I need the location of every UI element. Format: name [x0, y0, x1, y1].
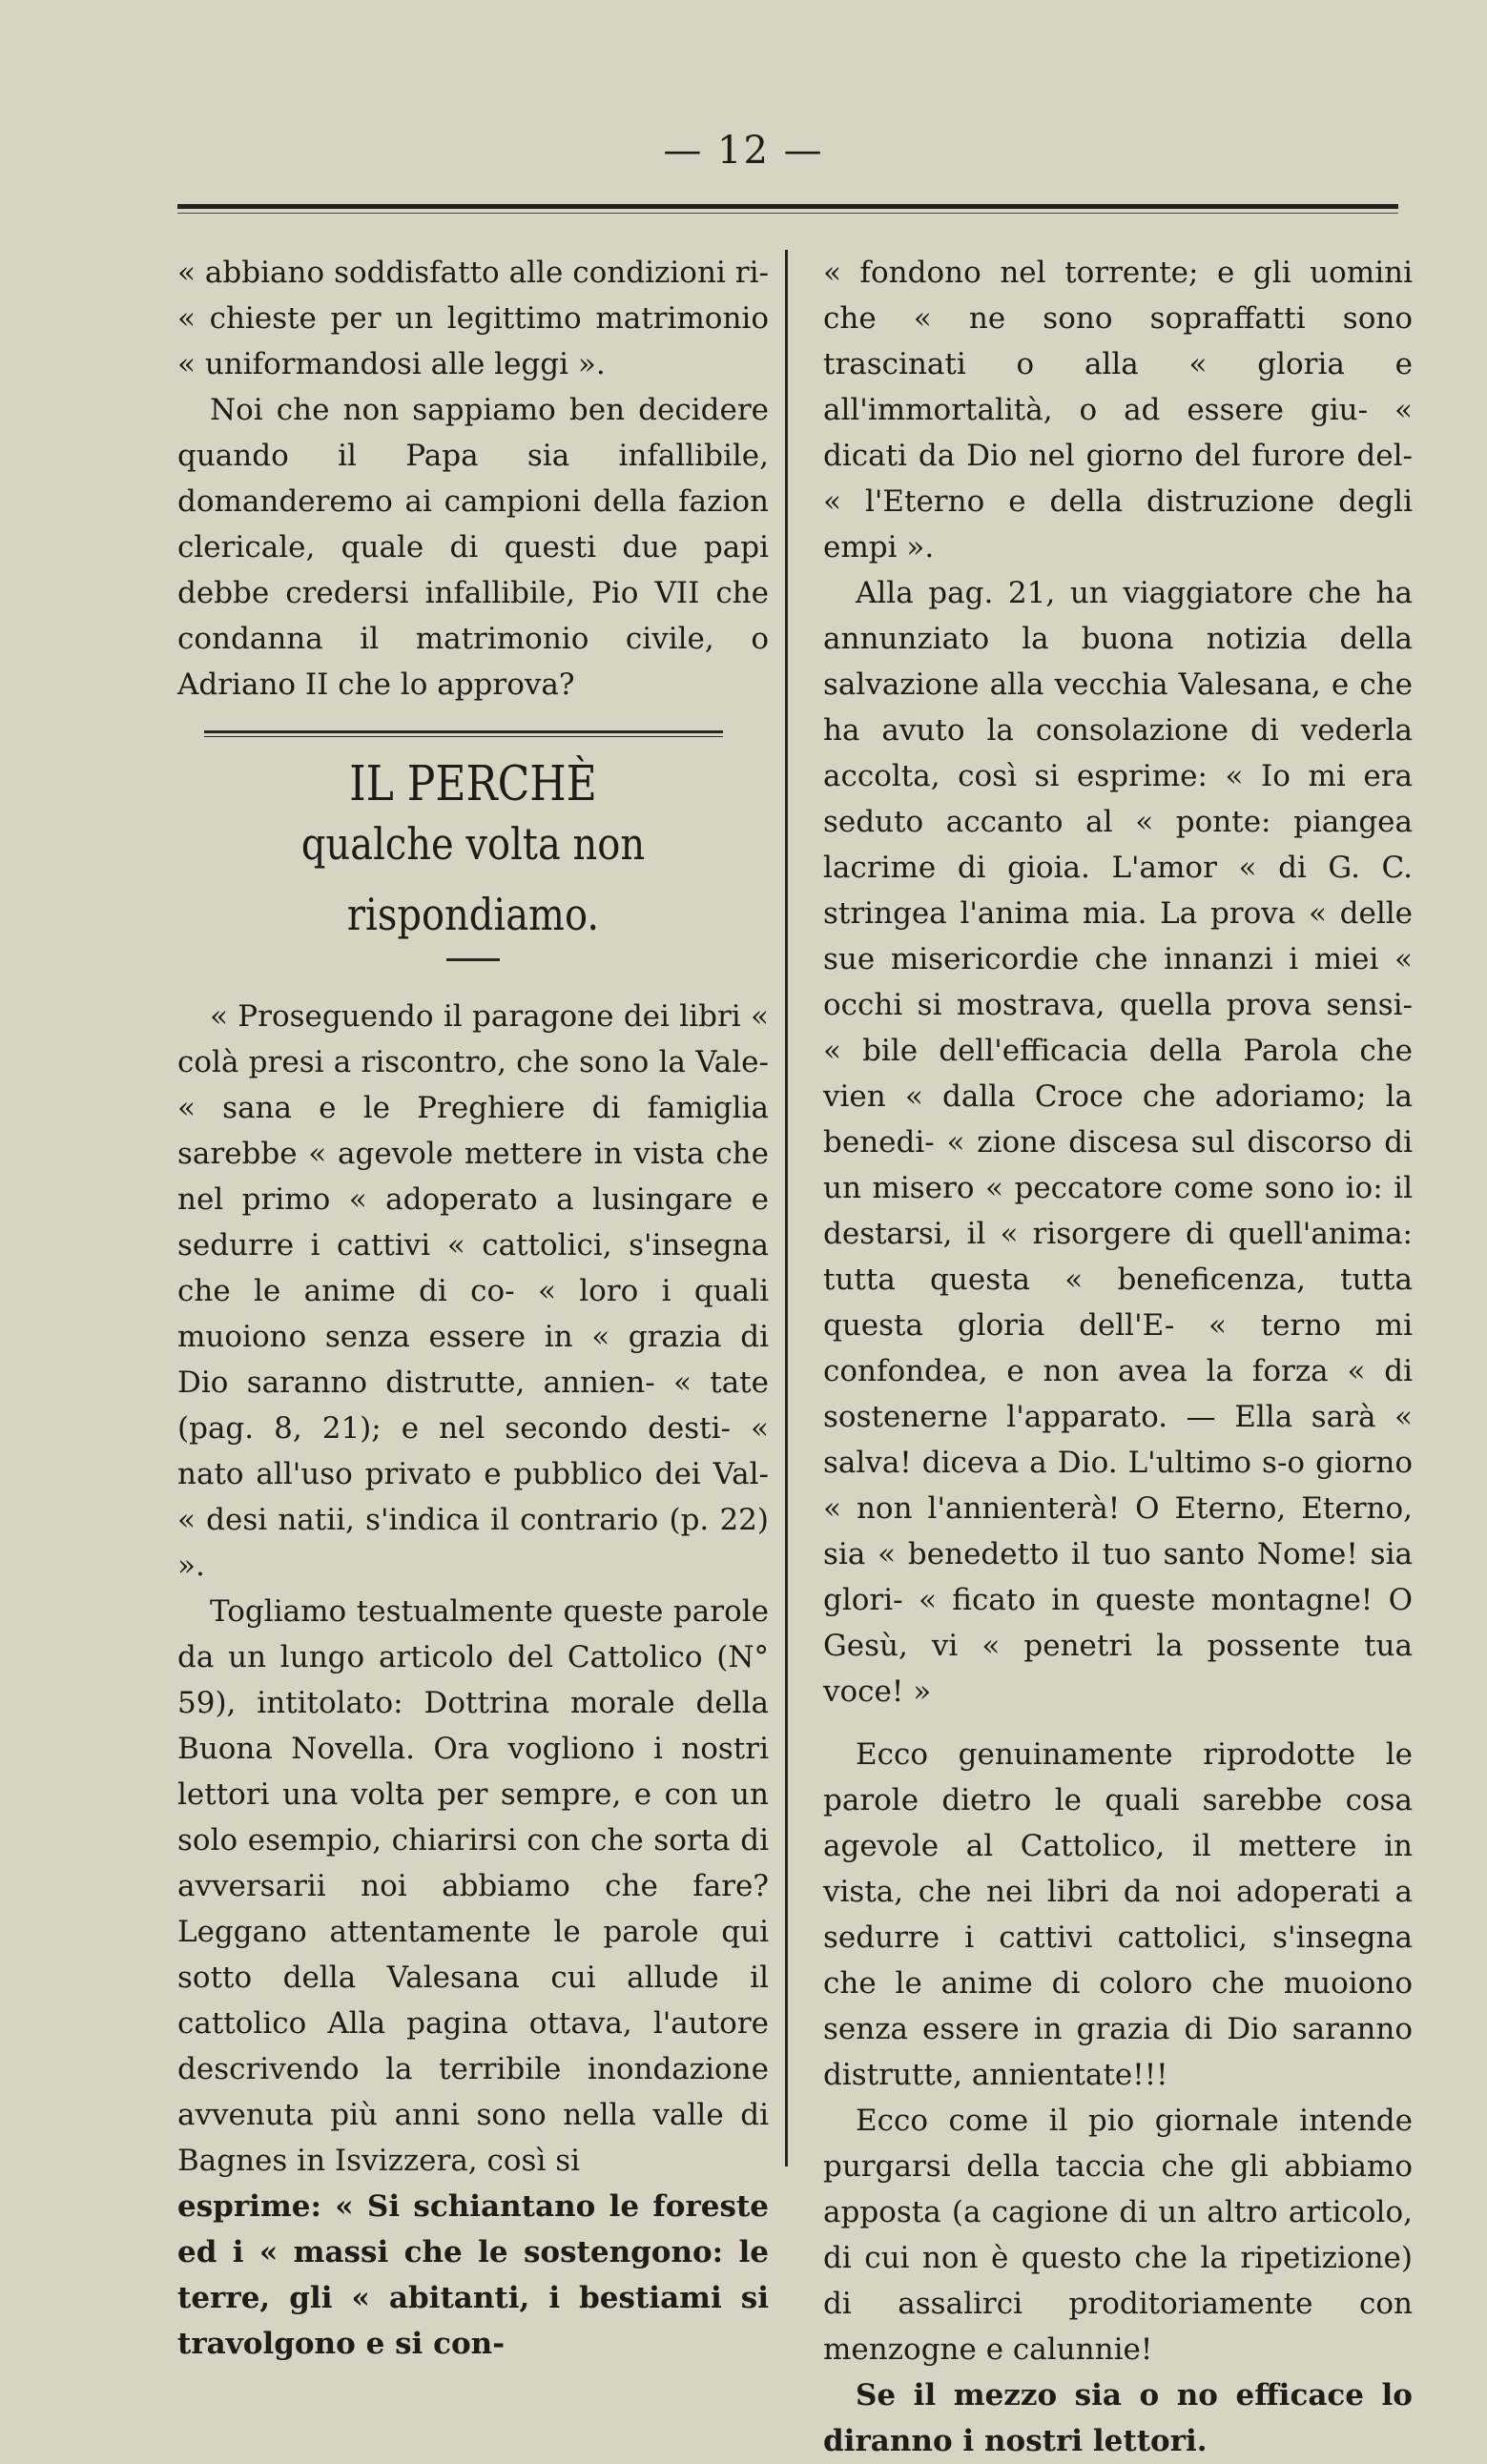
left-paragraph-3: « Proseguendo il paragone dei libri « colà presi a riscontro, che sono la Vale- « sana e le Preghiere di famiglia sarebbe « agevole mettere in vista che nel primo « adoperato a lusingare e sedurre i cattivi « cattolici, s'insegna che le anime di co- « loro i quali muoiono senza essere in « grazia di Dio saranno distrutte, annien- « tate (pag. 8, 21); e nel secondo desti- « nato all'uso privato e pubblico dei Val- « desi natii, s'indica il contrario (p. 22) ».: [177, 999, 769, 1583]
left-column: [177, 250, 769, 2367]
title-dash: [446, 958, 500, 961]
right-paragraph-4: Ecco come il pio giornale intende purgarsi della taccia che gli abbiamo apposta (a cagione di un altro articolo, di cui non è questo che la ripetizione) di assalirci proditoriamente con menzogne e calunnie!: [823, 2104, 1413, 2367]
article-separator: [204, 730, 723, 737]
right-paragraph-3: Ecco genuinamente riprodotte le parole dietro le quali sarebbe cosa agevole al Cattolico, il mettere in vista, che nei libri da noi adoperati a sedurre i cattivi cattolici, s'insegna che le anime di coloro che muoiono senza essere in grazia di Dio saranno distrutte, annientate!!!: [823, 1737, 1413, 2092]
left-paragraph-2: Noi che non sappiamo ben decidere quando il Papa sia infallibile, domanderemo ai campioni della fazion clericale, quale di questi due papi debbe credersi infallibile, Pio VII che condanna il matrimonio civile, o Adriano II che lo approva?: [177, 393, 769, 702]
right-paragraph-2: Alla pag. 21, un viaggiatore che ha annunziato la buona notizia della salvazione alla vecchia Valesana, e che ha avuto la consolazione di vederla accolta, così si esprime: « Io mi era seduto accanto al « ponte: piangea lacrime di gioia. L'amor « di G. C. stringea l'anima mia. La prova « delle sue misericordie che innanzi i miei « occhi si mostrava, quella prova sensi- « bile dell'efficacia della Parola che vien « dalla Croce che adoriamo; la benedi- « zione discesa sul discorso di un misero « peccatore come sono io: il destarsi, il « risorgere di quell'anima: tutta questa « beneficenza, tutta questa gloria dell'E- « terno mi confondea, e non avea la forza « di sostenerne l'apparato. — Ella sarà « salva! diceva a Dio. L'ultimo s-o giorno « non l'annienterà! O Eterno, Eterno, sia « benedetto il tuo santo Nome! sia glori- « ficato in queste montagne! O Gesù, vi « penetri la possente tua voce! »: [823, 576, 1413, 1709]
article-title: IL PERCHÈ: [349, 756, 597, 812]
right-paragraph-5: Se il mezzo sia o no efficace lo diranno i nostri lettori.: [823, 2378, 1413, 2458]
page-number: — 12 —: [663, 129, 824, 173]
left-paragraph-1: « abbiano soddisfatto alle condizioni ri- « chieste per un legittimo matrimonio « uniformandosi alle leggi ».: [177, 256, 769, 381]
column-divider: [785, 250, 788, 2166]
article-subtitle: qualche volta non rispondiamo.: [300, 819, 646, 941]
header-rule: [177, 204, 1398, 209]
right-paragraph-1: « fondono nel torrente; e gli uomini che « ne sono sopraffatti sono trascinati o alla « gloria e all'immortalità, o ad essere giu- « dicati da Dio nel giorno del furore del- « l'Eterno e della distruzione degli empi ».: [823, 256, 1413, 565]
left-paragraph-4-tail: esprime: « Si schiantano le foreste ed i « massi che le sostengono: le terre, gli « abitanti, i bestiami si travolgono e si con-: [177, 2189, 769, 2361]
header-rule-thin: [177, 213, 1398, 214]
right-column: [823, 250, 1413, 2464]
left-paragraph-4: Togliamo testualmente queste parole da un lungo articolo del Cattolico (N° 59), intitolato: Dottrina morale della Buona Novella. Ora vogliono i nostri lettori una volta per sempre, e con un solo esempio, chiarirsi con che sorta di avversarii noi abbiamo che fare? Leggano attentamente le parole qui sotto della Valesana cui allude il cattolico Alla pagina ottava, l'autore descrivendo la terribile inondazione avvenuta più anni sono nella valle di Bagnes in Isvizzera, così si: [177, 1594, 769, 2178]
